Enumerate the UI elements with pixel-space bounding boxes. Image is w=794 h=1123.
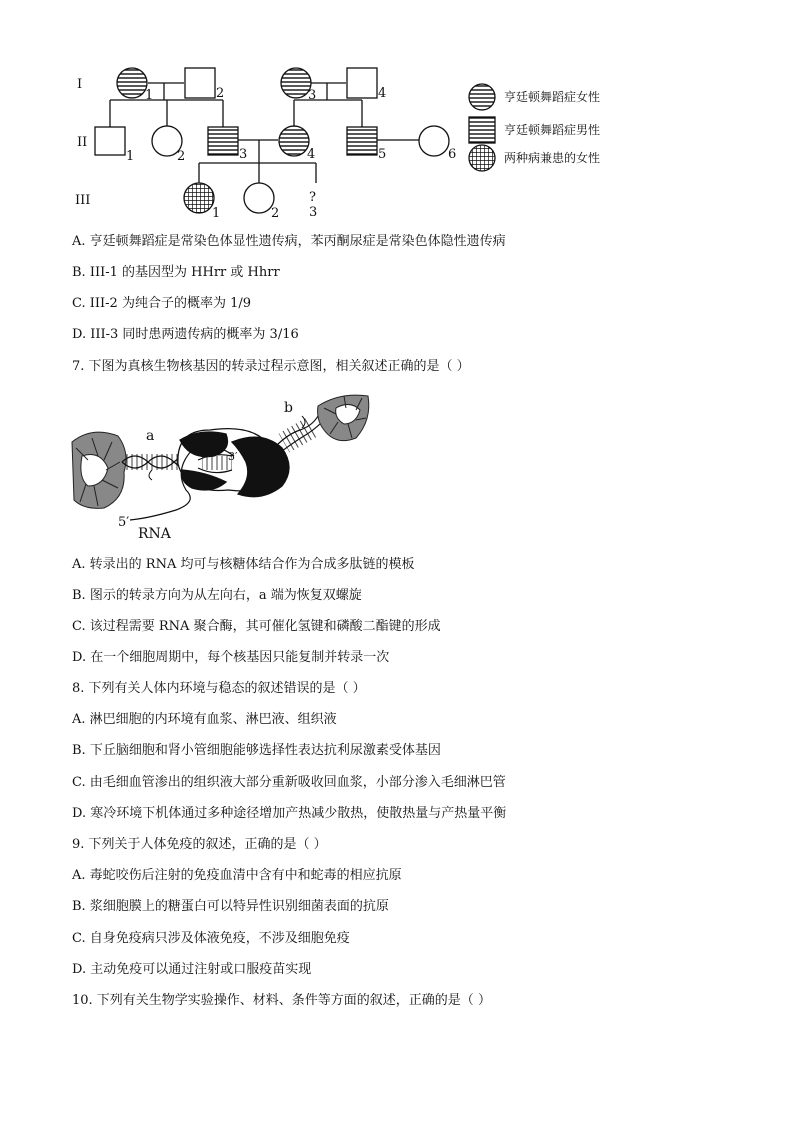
II5-affected-male <box>347 127 377 155</box>
svg-text:4: 4 <box>378 86 387 101</box>
q8-option-c: C. 由毛细血管渗出的组织液大部分重新吸收回血浆，小部分渗入毛细淋巴管 <box>72 775 506 790</box>
transcription-figure <box>0 390 794 550</box>
q7-stem: 7. 下图为真核生物核基因的转录过程示意图，相关叙述正确的是（ ） <box>72 359 470 374</box>
pedigree-figure <box>0 0 794 230</box>
III1-both-diseases-female <box>184 183 214 213</box>
legend-affected-male-label: 亨廷顿舞蹈症男性 <box>504 123 601 137</box>
q9-stem: 9. 下列关于人体免疫的叙述，正确的是（ ） <box>72 837 327 852</box>
q9-option-d: D. 主动免疫可以通过注射或口服疫苗实现 <box>72 962 312 977</box>
q10-stem: 10. 下列有关生物学实验操作、材料、条件等方面的叙述，正确的是（ ） <box>72 993 491 1008</box>
label-5-prime: 5′ <box>118 515 130 530</box>
svg-text:5: 5 <box>378 147 387 162</box>
svg-text:6: 6 <box>448 147 457 162</box>
II6-normal-female <box>419 126 449 156</box>
label-a: a <box>146 428 155 444</box>
legend-both-diseases-symbol <box>469 145 495 171</box>
svg-text:3: 3 <box>239 147 248 162</box>
q6-option-d: D. III-3 同时患两遗传病的概率为 3/16 <box>72 327 299 342</box>
III2-normal-female <box>244 183 274 213</box>
q7-option-c: C. 该过程需要 RNA 聚合酶，其可催化氢键和磷酸二酯键的形成 <box>72 619 441 634</box>
svg-text:2: 2 <box>216 86 225 101</box>
svg-text:?: ? <box>309 190 316 205</box>
svg-text:1: 1 <box>145 88 154 103</box>
q8-option-b: B. 下丘脑细胞和肾小管细胞能够选择性表达抗利尿激素受体基因 <box>72 743 441 758</box>
q7-option-d: D. 在一个细胞周期中，每个核基因只能复制并转录一次 <box>72 650 390 665</box>
svg-text:2: 2 <box>177 149 186 164</box>
svg-text:3: 3 <box>308 88 317 103</box>
q8-option-d: D. 寒冷环境下机体通过多种途径增加产热减少散热，使散热量与产热量平衡 <box>72 806 507 821</box>
legend-affected-male-symbol <box>469 117 495 143</box>
legend-affected-female-symbol <box>469 84 495 110</box>
q6-option-b: B. III-1 的基因型为 HHrr 或 Hhrr <box>72 265 280 280</box>
generation-I: I <box>77 77 83 92</box>
q7-option-a: A. 转录出的 RNA 均可与核糖体结合作为合成多肽链的模板 <box>72 557 415 572</box>
label-3-prime: 3′ <box>228 450 238 463</box>
q9-option-b: B. 浆细胞膜上的糖蛋白可以特异性识别细菌表面的抗原 <box>72 899 389 914</box>
svg-text:1: 1 <box>212 206 221 221</box>
right-chromatin <box>318 395 369 441</box>
q6-option-c: C. III-2 为纯合子的概率为 1/9 <box>72 296 252 311</box>
I3-affected-female <box>281 68 311 98</box>
I4-normal-male <box>347 68 377 98</box>
II3-affected-male <box>208 127 238 155</box>
svg-text:4: 4 <box>307 147 316 162</box>
q6-option-a: A. 亨廷顿舞蹈症是常染色体显性遗传病，苯丙酮尿症是常染色体隐性遗传病 <box>72 234 506 249</box>
generation-II: II <box>77 135 88 150</box>
q8-stem: 8. 下列有关人体内环境与稳态的叙述错误的是（ ） <box>72 681 366 696</box>
label-rna: RNA <box>138 526 171 542</box>
II1-normal-male <box>95 127 125 155</box>
svg-text:1: 1 <box>126 149 135 164</box>
q7-option-b: B. 图示的转录方向为从左向右，a 端为恢复双螺旋 <box>72 588 362 603</box>
legend-affected-female-label: 亨廷顿舞蹈症女性 <box>504 90 601 104</box>
label-b: b <box>284 400 293 416</box>
svg-text:2: 2 <box>271 206 280 221</box>
generation-III: III <box>75 193 91 208</box>
q9-option-a: A. 毒蛇咬伤后注射的免疫血清中含有中和蛇毒的相应抗原 <box>72 868 402 883</box>
svg-text:3: 3 <box>309 205 318 220</box>
q8-option-a: A. 淋巴细胞的内环境有血浆、淋巴液、组织液 <box>72 712 337 727</box>
I1-affected-female <box>117 68 147 98</box>
q9-option-c: C. 自身免疫病只涉及体液免疫，不涉及细胞免疫 <box>72 931 350 946</box>
I2-normal-male <box>185 68 215 98</box>
left-chromatin <box>72 432 126 508</box>
legend-both-diseases-label: 两种病兼患的女性 <box>504 151 601 165</box>
II4-affected-female <box>279 126 309 156</box>
